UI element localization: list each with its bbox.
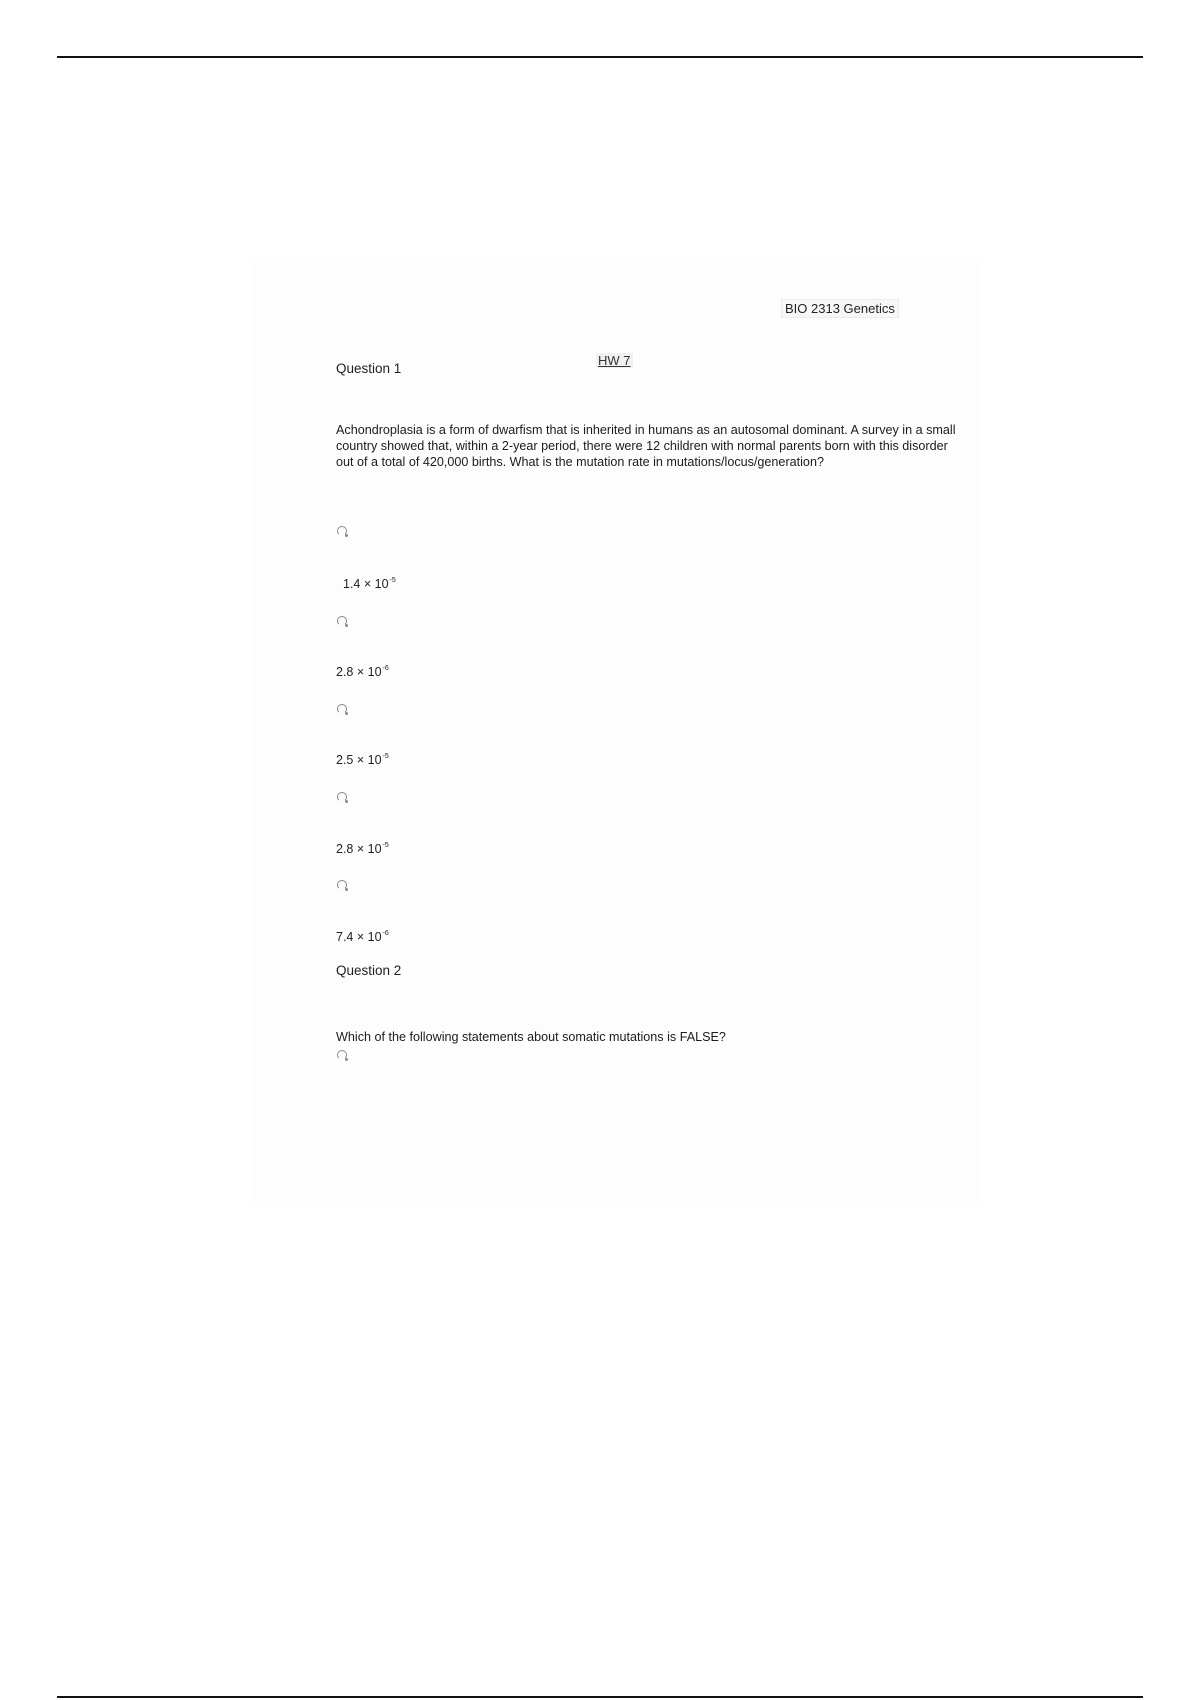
option-exponent: -6 xyxy=(382,929,389,937)
question-2-label: Question 2 xyxy=(336,963,402,978)
option-mantissa: 7.4 × 10 xyxy=(336,930,382,944)
question-1-option-5[interactable] xyxy=(336,930,389,944)
question-2-text: Which of the following statements about somatic mutations is FALSE? xyxy=(336,1030,726,1044)
option-exponent: -5 xyxy=(382,752,389,760)
option-mantissa: 2.5 × 10 xyxy=(336,753,382,767)
option-2-radio-icon[interactable] xyxy=(337,616,347,626)
bottom-rule xyxy=(57,1696,1143,1698)
question-1-option-2[interactable] xyxy=(336,665,389,679)
assignment-title: HW 7 xyxy=(598,353,631,368)
option-exponent: -5 xyxy=(382,841,389,849)
question-1-option-3[interactable] xyxy=(336,753,389,767)
option-mantissa: 1.4 × 10 xyxy=(343,577,389,591)
question-1-radio-icon[interactable] xyxy=(337,526,347,536)
course-title: BIO 2313 Genetics xyxy=(781,299,899,318)
question-2-radio-icon[interactable] xyxy=(337,1050,347,1060)
option-exponent: -6 xyxy=(382,664,389,672)
question-1-option-4[interactable] xyxy=(336,842,389,856)
question-1-text: Achondroplasia is a form of dwarfism that is inherited in humans as an autosomal dominant. A survey in a small country showed that, within a 2-year period, there were 12 children with normal parents born with this disorder out of a total of 420,000 births. What is the mutation rate in mutations/locus/generation? xyxy=(336,423,956,469)
option-4-radio-icon[interactable] xyxy=(337,792,347,802)
option-mantissa: 2.8 × 10 xyxy=(336,842,382,856)
question-1-label: Question 1 xyxy=(336,361,402,376)
option-exponent: -5 xyxy=(389,576,396,584)
option-5-radio-icon[interactable] xyxy=(337,880,347,890)
top-rule xyxy=(57,56,1143,58)
option-mantissa: 2.8 × 10 xyxy=(336,665,382,679)
option-3-radio-icon[interactable] xyxy=(337,704,347,714)
question-1-option-1[interactable] xyxy=(343,577,396,591)
document-page xyxy=(250,262,982,1202)
